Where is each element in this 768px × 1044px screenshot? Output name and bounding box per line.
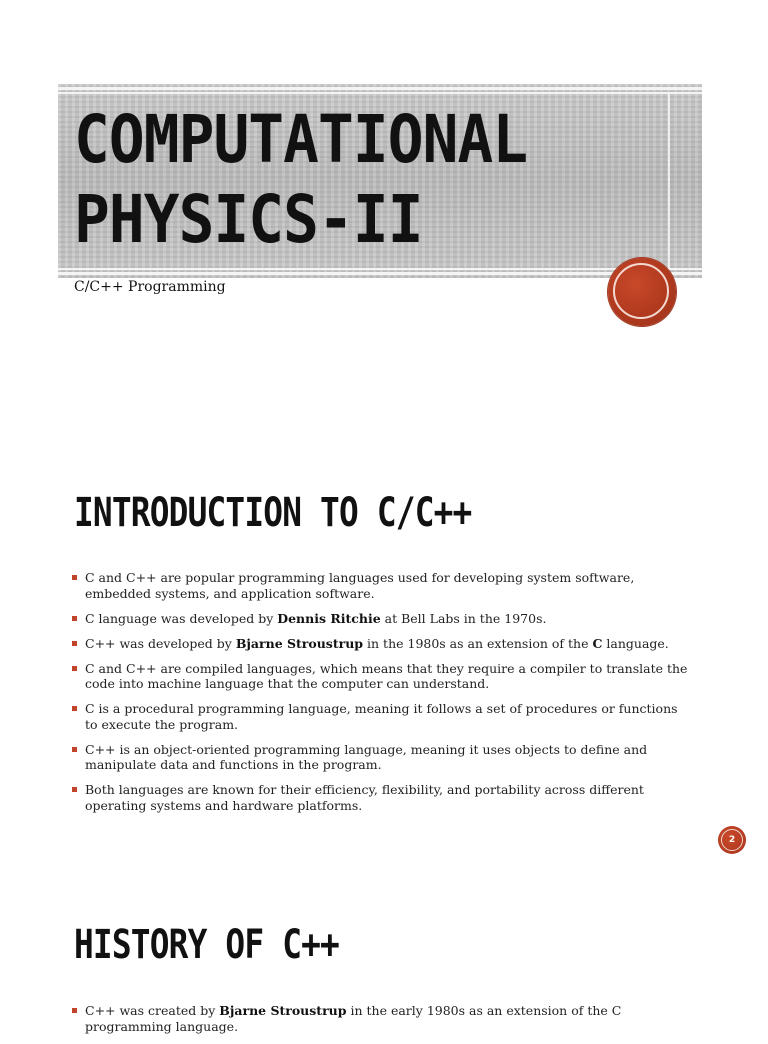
square-bullet-icon [72,706,77,711]
bullet-text: C++ was developed by [85,635,236,651]
bullet-text: C++ is an object-oriented programming language, meaning it uses objects to define and manipulate data and functions in the program. [85,741,648,772]
emphasized-text: Bjarne Stroustrup [235,635,364,651]
list-item [72,742,692,773]
bullet-text: C language was developed by [85,610,278,626]
square-bullet-icon [72,616,77,621]
bullet-text: C and C++ are popular programming languages used for developing system software, embedded systems, and application software. [85,570,635,601]
square-bullet-icon [72,575,77,580]
main-title-line2: PHYSICS-II [74,181,423,258]
bullet-text: C is a procedural programming language, meaning it follows a set of procedures or functions to execute the program. [85,701,678,732]
bullet-text: at Bell Labs in the 1970s. [380,610,547,626]
bullet-text: language. [602,635,669,651]
bullet-text: Both languages are known for their efficiency, flexibility, and portability across different operating systems and hardware platforms. [85,782,644,813]
band-divider [668,94,670,268]
history-title: HISTORY OF C++ [74,922,339,968]
title-band [58,84,702,278]
list-item [72,701,692,732]
emphasized-text: Dennis Ritchie [277,610,381,626]
square-bullet-icon [72,1008,77,1013]
list-item [72,661,692,692]
bullet-text: C and C++ are compiled languages, which means that they require a compiler to translate the code into machine language that the computer can understand. [85,660,688,691]
emphasized-text: Bjarne Stroustrup [219,1003,347,1018]
band-line-bottom [58,272,702,275]
list-item [72,1003,692,1034]
list-item [72,636,692,652]
history-bullet-list [72,1003,692,1044]
emphasized-text: C [592,635,603,651]
band-line-top [58,87,702,90]
list-item [72,570,692,601]
square-bullet-icon [72,747,77,752]
main-title-line1: COMPUTATIONAL [74,101,528,178]
decorative-circle-icon [608,258,676,326]
square-bullet-icon [72,787,77,792]
intro-bullet-list [72,570,692,823]
bullet-text: C++ was created by [85,1003,220,1018]
page-number: 2 [728,835,736,845]
subtitle: C/C++ Programming [74,279,226,295]
intro-title: INTRODUCTION TO C/C++ [74,490,472,536]
band-line-top-thin [58,92,702,94]
main-title [74,100,527,260]
square-bullet-icon [72,641,77,646]
page-number-badge [718,826,746,854]
bullet-text: in the early 1980s as an extension of the C programming language. [85,1003,622,1034]
list-item [72,611,692,627]
list-item [72,782,692,813]
band-line-bottom-thin [58,268,702,270]
square-bullet-icon [72,666,77,671]
bullet-text: in the 1980s as an extension of the [363,635,593,651]
